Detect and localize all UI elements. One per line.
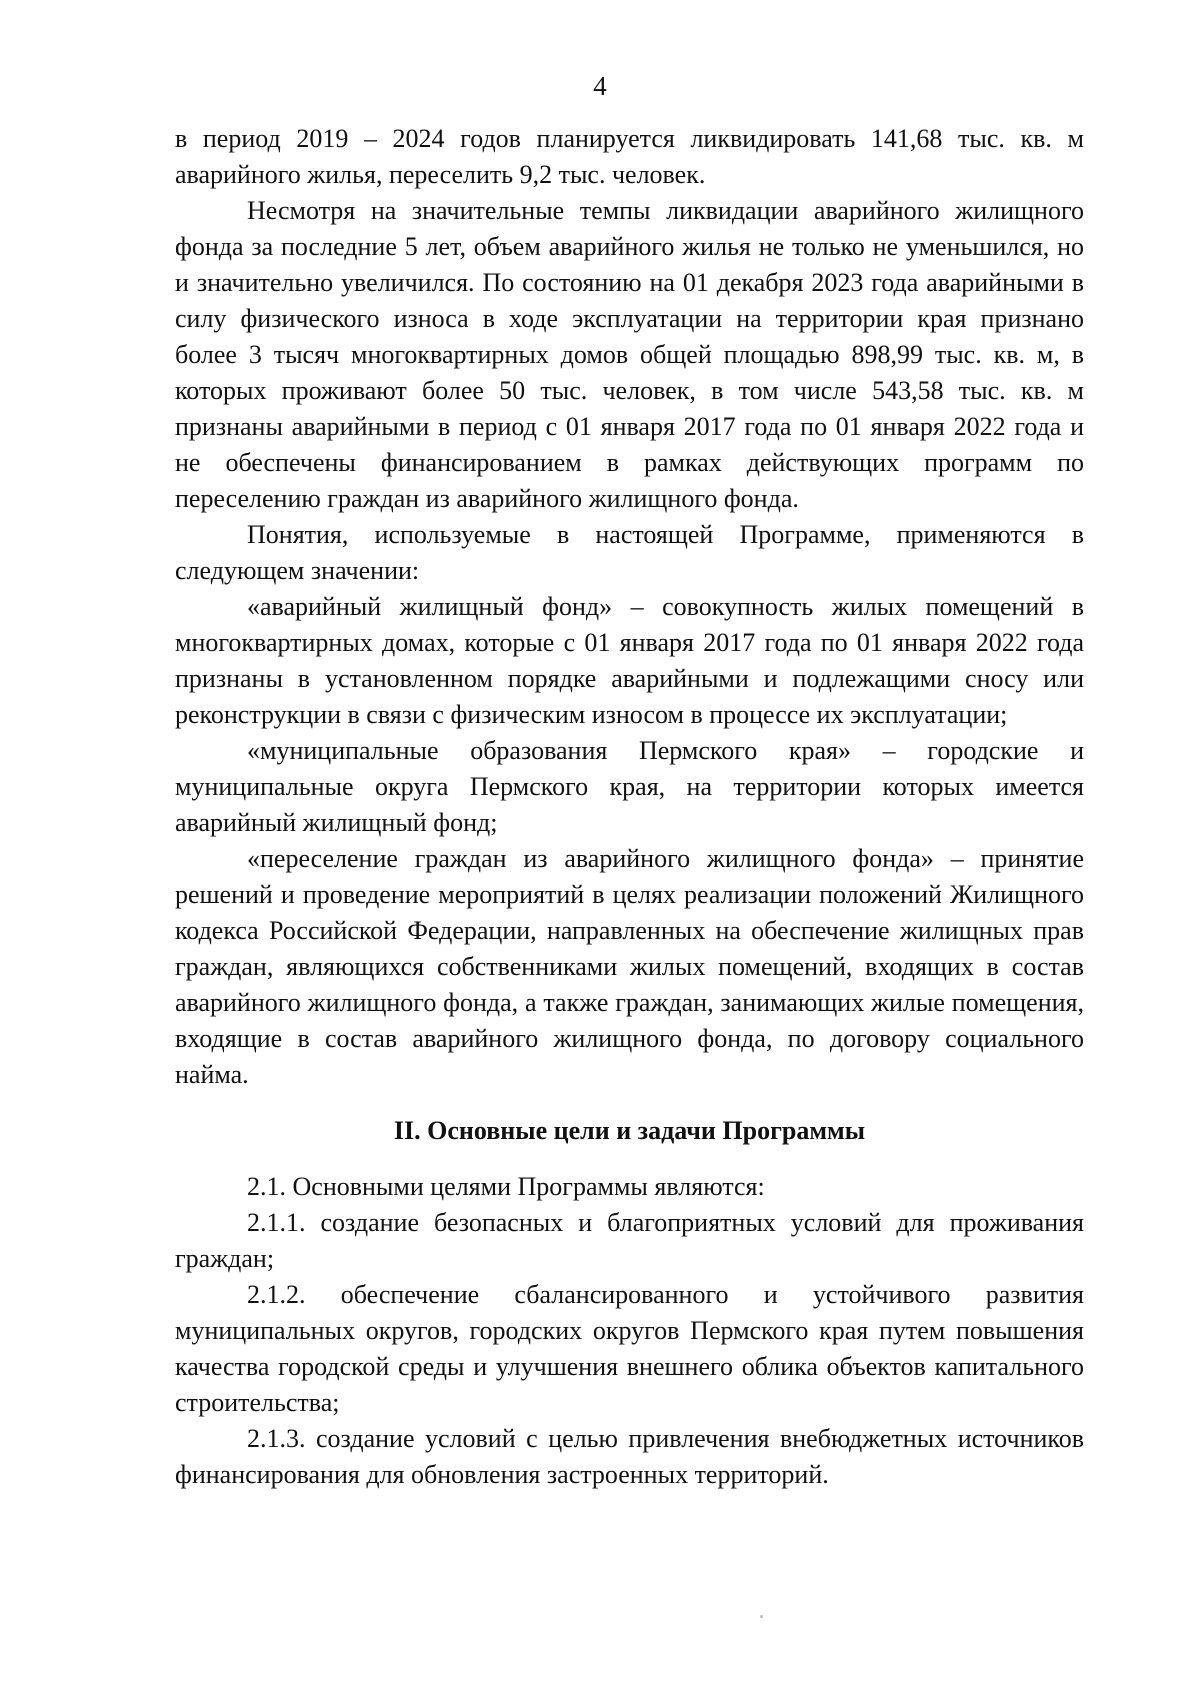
paragraph-emergency-housing-status: Несмотря на значительные темпы ликвидации аварийного жилищного фонда за последние 5 лет, объем аварийного жилья не только не уменьшился, но и значительно увеличился. По состоянию на 01 декабря 2023 года аварийными в силу физического износа в ходе эксплуатации на территории края признано более 3 тысяч многоквартирных домов общей площадью 898,99 тыс. кв. м, в которых проживают более 50 тыс. человек, в том числе 543,58 тыс. кв. м признаны аварийными в период с 01 января 2017 года по 01 января 2022 года и не обеспечены финансированием в рамках действующих программ по переселению граждан из аварийного жилищного фонда.: [175, 196, 1084, 513]
definition-emergency-housing-fund: «аварийный жилищный фонд» – совокупность жилых помещений в многоквартирных домах, которые с 01 января 2017 года по 01 января 2022 года признаны в установленном порядке аварийными и подлежащими сносу или реконструкции в связи с физическим износом в процессе их эксплуатации;: [175, 592, 1084, 729]
list-item-goal-2-1-2: 2.1.2. обеспечение сбалансированного и устойчивого развития муниципальных округов, городских округов Пермского края путем повышения качества городской среды и улучшения внешнего облика объектов капитального строительства;: [175, 1280, 1084, 1417]
section-heading: II. Основные цели и задачи Программы: [393, 1116, 866, 1145]
list-item-goal-2-1-1: 2.1.1. создание безопасных и благоприятных условий для проживания граждан;: [175, 1208, 1084, 1273]
page-number: 4: [593, 71, 607, 101]
paragraph-definitions-intro: Понятия, используемые в настоящей Программе, применяются в следующем значении:: [175, 520, 1084, 585]
definition-municipalities: «муниципальные образования Пермского края» – городские и муниципальные округа Пермского края, на территории которых имеется аварийный жилищный фонд;: [175, 736, 1084, 837]
paragraph-continuation: в период 2019 – 2024 годов планируется ликвидировать 141,68 тыс. кв. м аварийного жилья, переселить 9,2 тыс. человек.: [175, 124, 1084, 189]
scan-speck: [760, 1615, 763, 1618]
definition-resettlement: «переселение граждан из аварийного жилищного фонда» – принятие решений и проведение мероприятий в целях реализации положений Жилищного кодекса Российской Федерации, направленных на обеспечение жилищных прав граждан, являющихся собственниками жилых помещений, входящих в состав аварийного жилищного фонда, а также граждан, занимающих жилые помещения, входящие в состав аварийного жилищного фонда, по договору социального найма.: [175, 844, 1084, 1089]
list-item-goals-intro: 2.1. Основными целями Программы являются:: [247, 1172, 765, 1201]
list-item-goal-2-1-3: 2.1.3. создание условий с целью привлечения внебюджетных источников финансирования для обновления застроенных территорий.: [175, 1424, 1084, 1489]
document-body: [175, 121, 1084, 1493]
